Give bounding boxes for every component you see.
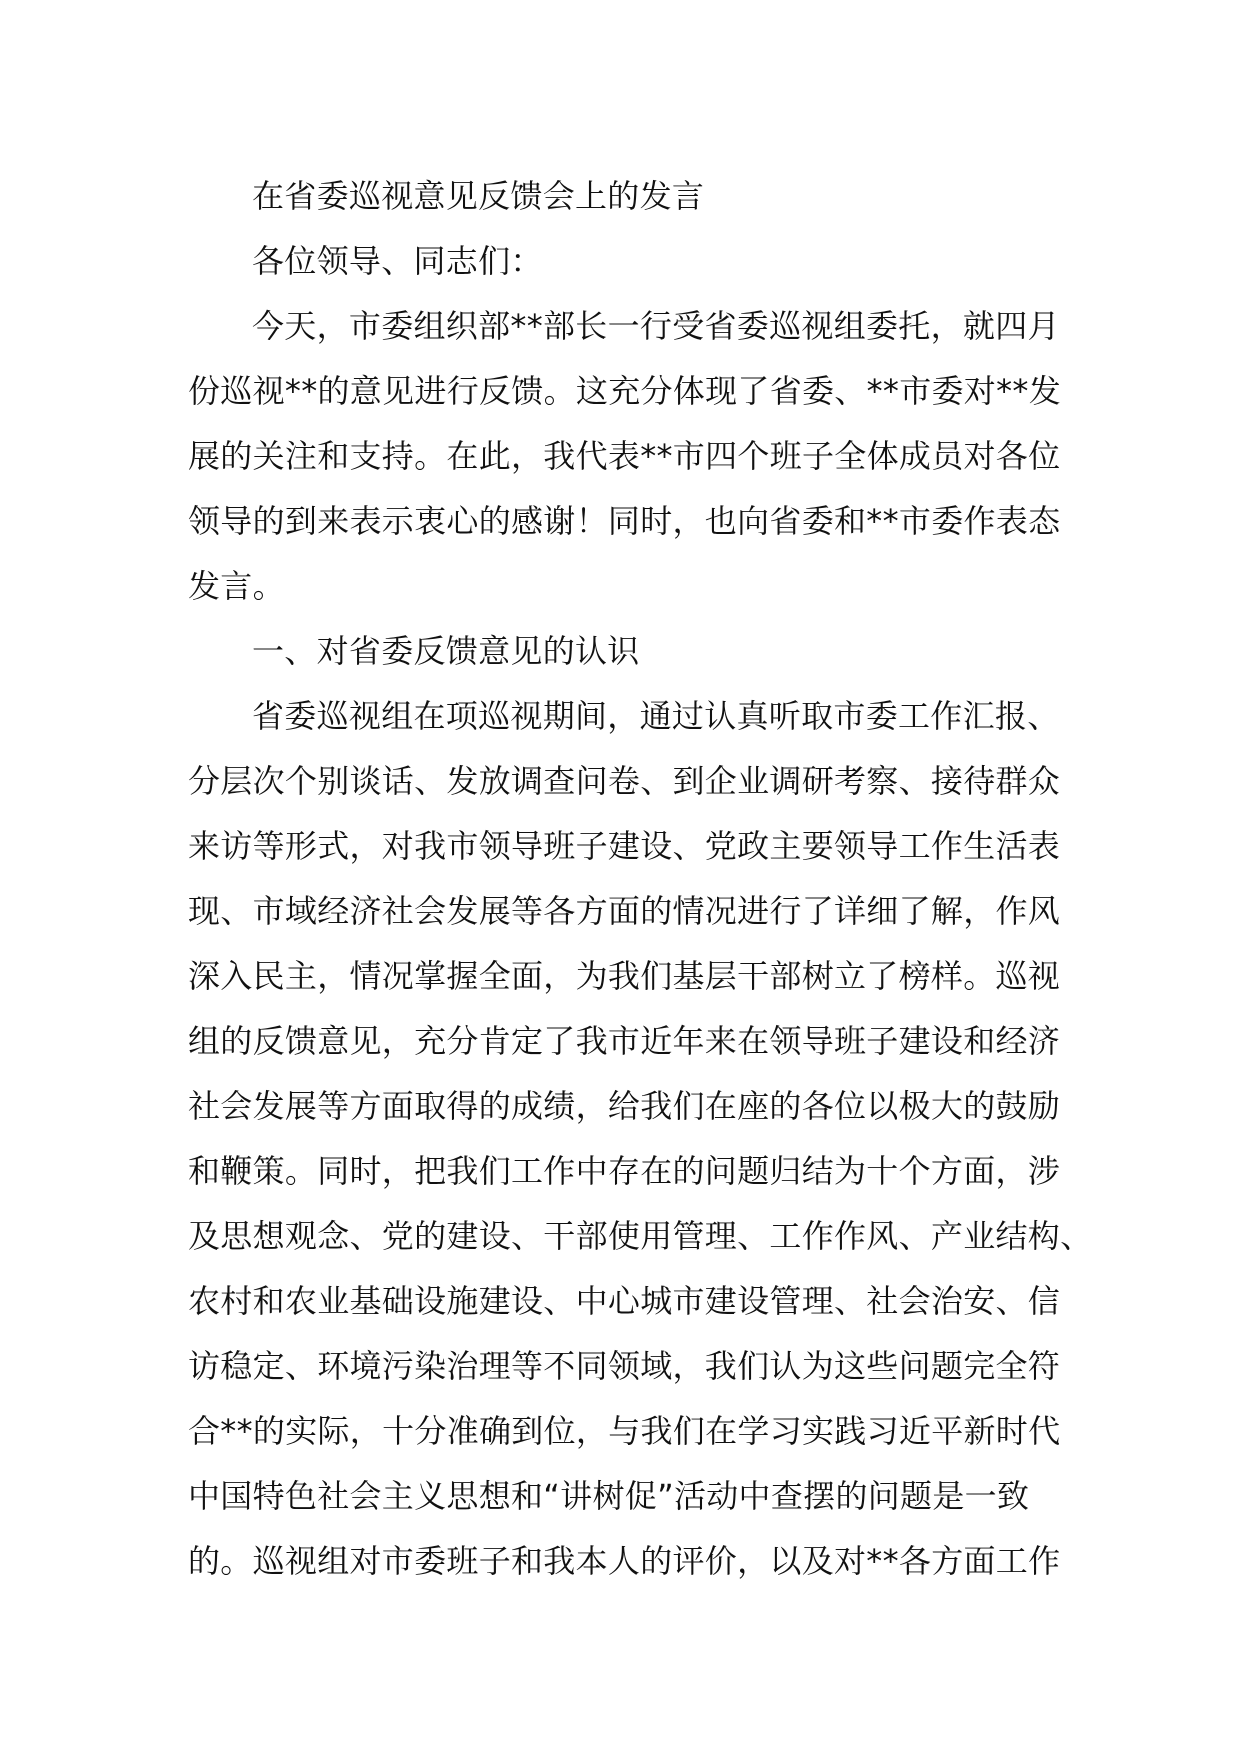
salutation: 各位领导、同志们： xyxy=(252,242,543,280)
document-title: 在省委巡视意见反馈会上的发言 xyxy=(252,177,705,215)
paragraph-line: 访稳定、环境污染治理等不同领域，我们认为这些问题完全符 xyxy=(188,1347,1061,1385)
paragraph-line: 农村和农业基础设施建设、中心城市建设管理、社会治安、信 xyxy=(188,1282,1061,1320)
paragraph-line: 今天，市委组织部**部长一行受省委巡视组委托，就四月 xyxy=(252,307,1060,345)
paragraph-line: 中国特色社会主义思想和“讲树促”活动中查摆的问题是一致 xyxy=(188,1477,1030,1515)
paragraph-line: 展的关注和支持。在此，我代表**市四个班子全体成员对各位 xyxy=(188,437,1061,475)
paragraph-line: 和鞭策。同时，把我们工作中存在的问题归结为十个方面，涉 xyxy=(188,1152,1061,1190)
paragraph-line: 省委巡视组在项巡视期间，通过认真听取市委工作汇报、 xyxy=(252,697,1060,735)
paragraph-line: 分层次个别谈话、发放调查问卷、到企业调研考察、接待群众 xyxy=(188,762,1061,800)
paragraph-line: 份巡视**的意见进行反馈。这充分体现了省委、**市委对**发 xyxy=(188,372,1062,410)
paragraph-line: 来访等形式，对我市领导班子建设、党政主要领导工作生活表 xyxy=(188,827,1061,865)
paragraph-line: 合**的实际，十分准确到位，与我们在学习实践习近平新时代 xyxy=(188,1412,1061,1450)
section-heading: 一、对省委反馈意见的认识 xyxy=(252,632,640,670)
paragraph-line: 及思想观念、党的建设、干部使用管理、工作作风、产业结构、 xyxy=(188,1217,1093,1255)
document-body xyxy=(188,164,1093,1594)
paragraph-line: 深入民主，情况掌握全面，为我们基层干部树立了榜样。巡视 xyxy=(188,957,1061,995)
paragraph-line: 现、市域经济社会发展等各方面的情况进行了详细了解，作风 xyxy=(188,892,1061,930)
paragraph-line: 组的反馈意见，充分肯定了我市近年来在领导班子建设和经济 xyxy=(188,1022,1061,1060)
paragraph-line: 领导的到来表示衷心的感谢！同时，也向省委和**市委作表态 xyxy=(188,502,1061,540)
paragraph-line: 的。巡视组对市委班子和我本人的评价，以及对**各方面工作 xyxy=(188,1542,1061,1580)
paragraph-line: 发言。 xyxy=(188,567,285,605)
paragraph-line: 社会发展等方面取得的成绩，给我们在座的各位以极大的鼓励 xyxy=(188,1087,1061,1125)
